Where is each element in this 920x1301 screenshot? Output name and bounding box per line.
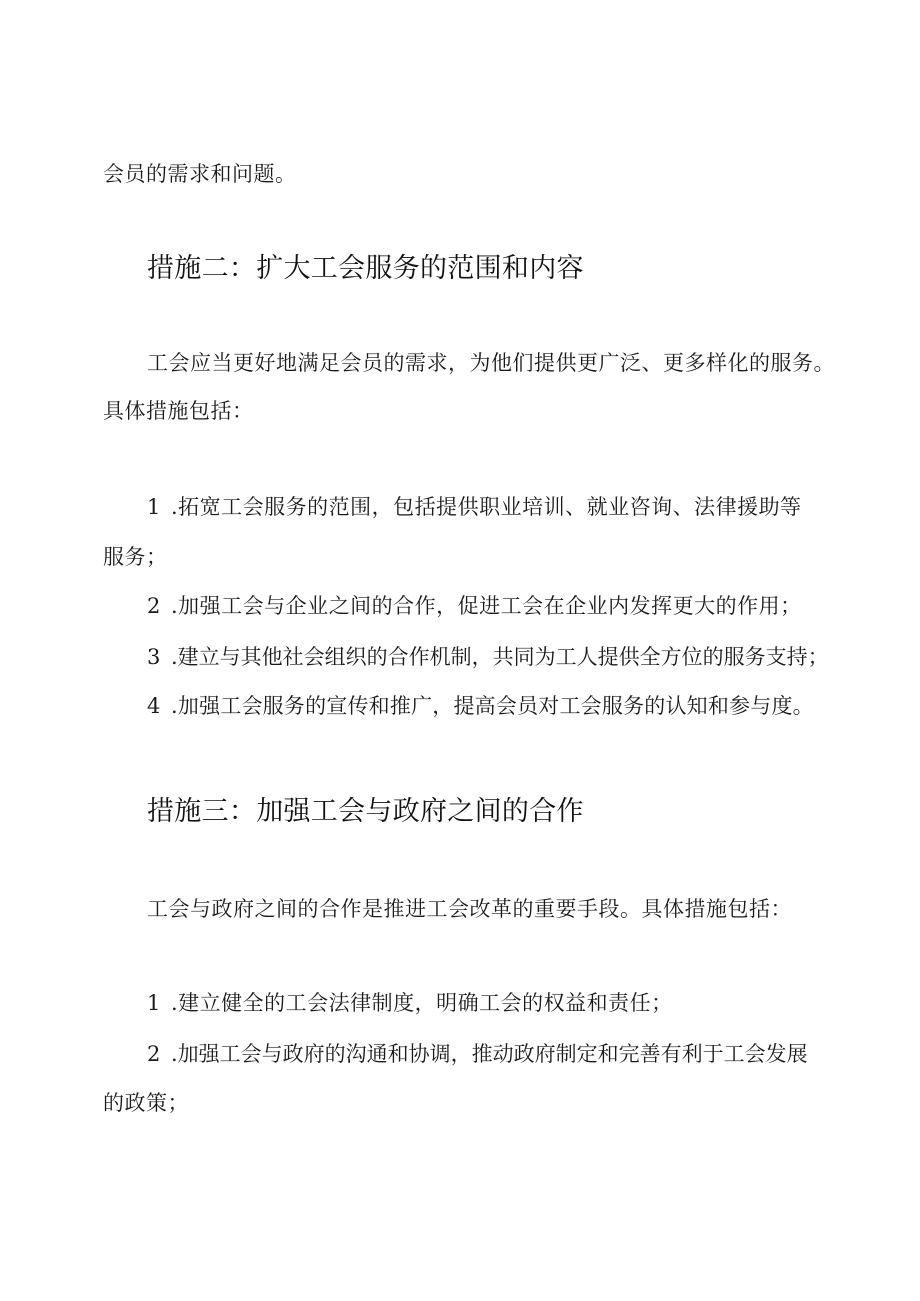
- list-item-text: .加强工会服务的宣传和推广，提高会员对工会服务的认知和参与度。: [171, 694, 814, 718]
- section3-heading: 措施三：加强工会与政府之间的合作: [147, 796, 584, 827]
- list-item-text: .加强工会与政府的沟通和协调，推动政府制定和完善有利于工会发展: [171, 1042, 808, 1066]
- intro-continuation: 会员的需求和问题。: [103, 162, 297, 186]
- section2-list-item-4: [147, 693, 814, 719]
- list-item-text: .拓宽工会服务的范围，包括提供职业培训、就业咨询、法律援助等: [171, 495, 802, 519]
- list-item-text: .加强工会与企业之间的合作，促进工会在企业内发挥更大的作用；: [171, 594, 802, 618]
- section2-paragraph-line1: 工会应当更好地满足会员的需求，为他们提供更广泛、更多样化的服务。: [147, 351, 835, 375]
- list-item-number: 2: [147, 594, 161, 618]
- section2-paragraph-line2: 具体措施包括：: [103, 399, 254, 423]
- section2-list-item-2: [147, 593, 802, 619]
- section2-heading: 措施二：扩大工会服务的范围和内容: [147, 253, 584, 284]
- list-item-number: 2: [147, 1042, 161, 1066]
- list-item-number: 4: [147, 694, 161, 718]
- section2-list-item-1: [147, 494, 802, 520]
- list-item-text: .建立与其他社会组织的合作机制，共同为工人提供全方位的服务支持；: [171, 645, 829, 669]
- section3-paragraph-line1: 工会与政府之间的合作是推进工会改革的重要手段。具体措施包括：: [147, 897, 792, 921]
- section3-list-item-1: [147, 990, 673, 1016]
- section3-list-item-2-continuation: 的政策；: [103, 1091, 189, 1115]
- list-item-number: 1: [147, 495, 161, 519]
- list-item-number: 3: [147, 645, 161, 669]
- section3-list-item-2: [147, 1041, 808, 1067]
- section2-list-item-3: [147, 644, 829, 670]
- list-item-number: 1: [147, 991, 161, 1015]
- section2-list-item-1-continuation: 服务；: [103, 545, 168, 569]
- list-item-text: .建立健全的工会法律制度，明确工会的权益和责任；: [171, 991, 673, 1015]
